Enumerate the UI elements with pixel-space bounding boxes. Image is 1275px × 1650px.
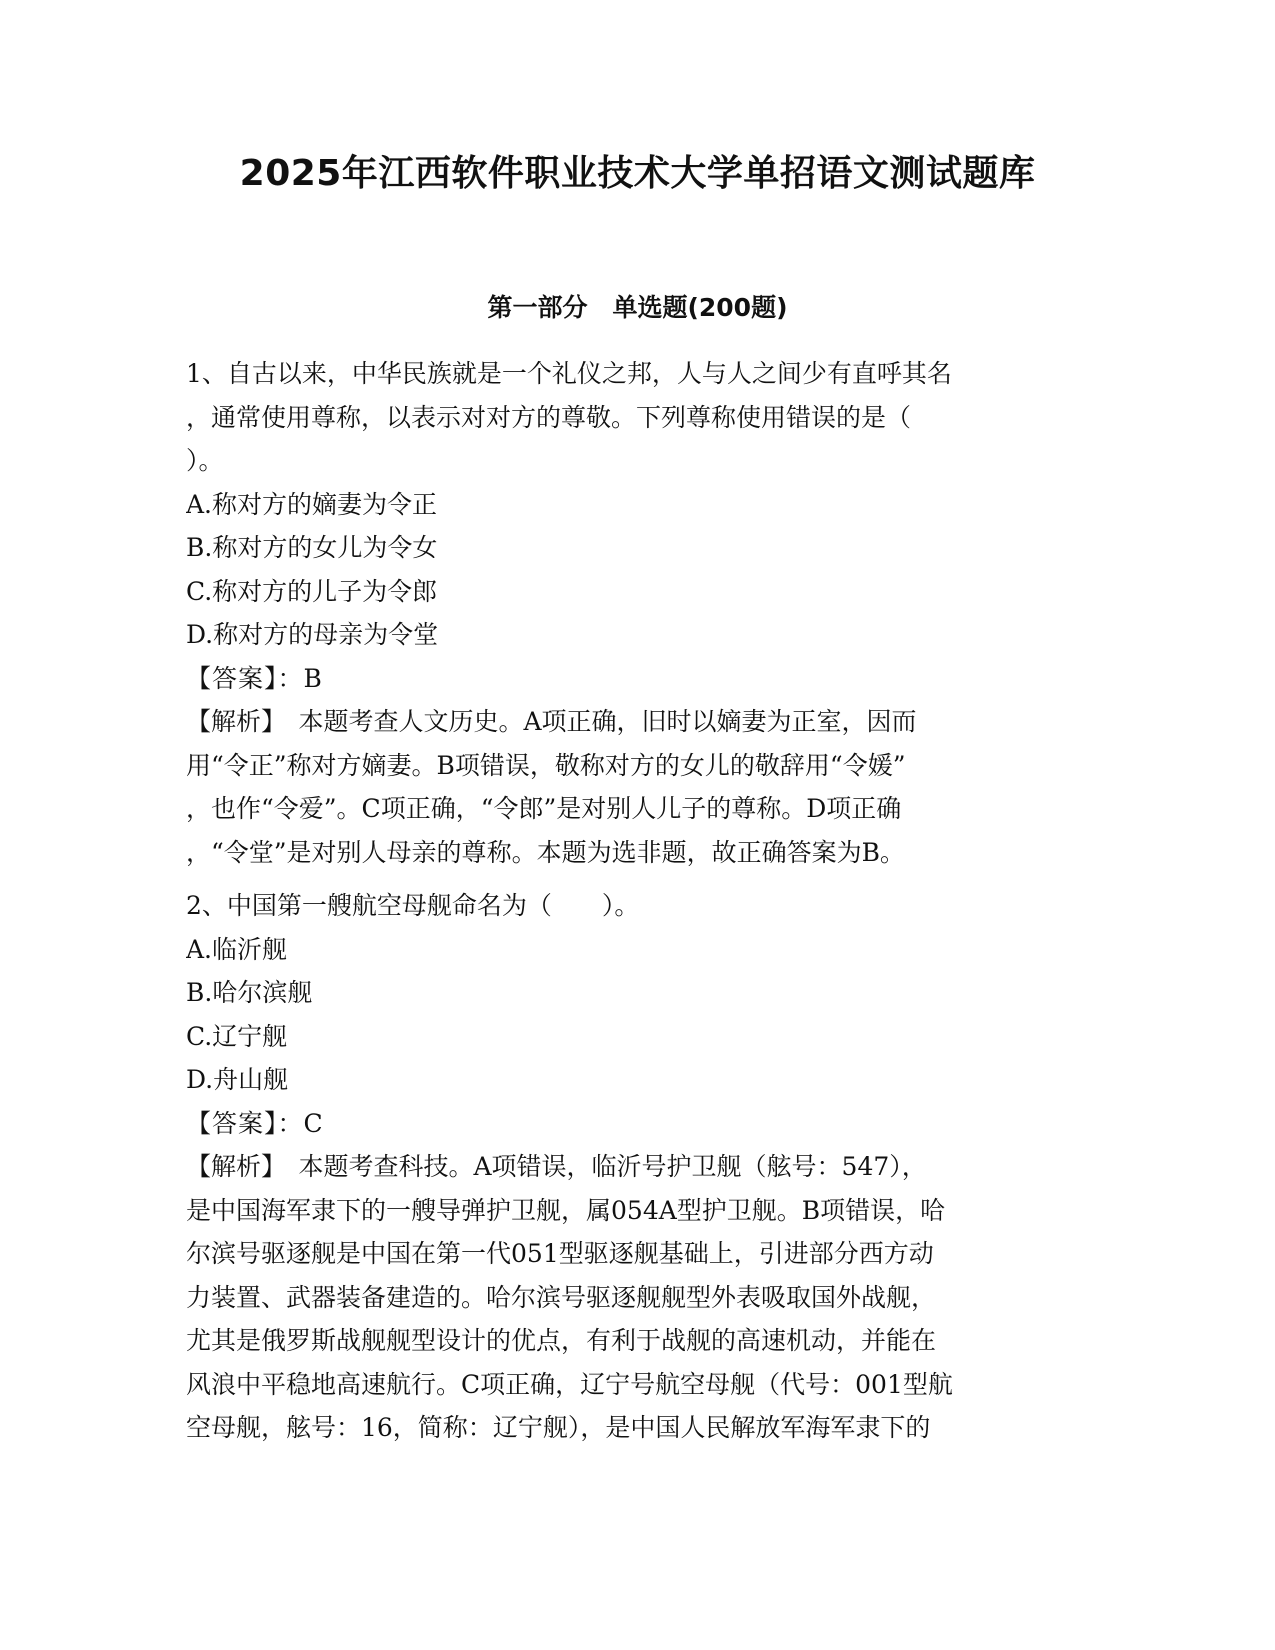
analysis-line: 是中国海军隶下的一艘导弹护卫舰，属054A型护卫舰。B项错误，哈 xyxy=(186,1195,946,1225)
option-c: C.称对方的儿子为令郎 xyxy=(186,576,438,606)
analysis-line: ，也作“令爱”。C项正确，“令郎”是对别人儿子的尊称。D项正确 xyxy=(186,794,902,823)
section-title: 第一部分 单选题(200题) xyxy=(487,293,788,322)
document-title: 2025年江西软件职业技术大学单招语文测试题库 xyxy=(239,153,1036,194)
question-stem-line: 2、中国第一艘航空母舰命名为（ ）。 xyxy=(186,891,640,920)
answer-line: 【答案】：B xyxy=(186,663,323,693)
analysis-line: 【解析】 本题考查人文历史。A项正确，旧时以嫡妻为正室，因而 xyxy=(186,707,917,736)
question-list xyxy=(186,352,1074,1450)
analysis-line: 空母舰，舷号：16，简称：辽宁舰），是中国人民解放军海军隶下的 xyxy=(186,1413,931,1442)
option-b: B.哈尔滨舰 xyxy=(186,978,313,1007)
question-stem-line: ，通常使用尊称，以表示对对方的尊敬。下列尊称使用错误的是（ xyxy=(186,402,912,432)
analysis-line: 风浪中平稳地高速航行。C项正确，辽宁号航空母舰（代号：001型航 xyxy=(186,1369,953,1399)
analysis-line: 【解析】 本题考查科技。A项错误，临沂号护卫舰（舷号：547）， xyxy=(186,1152,927,1181)
option-d: D.舟山舰 xyxy=(186,1065,289,1094)
question-2 xyxy=(186,884,1074,1450)
analysis-line: 力装置、武器装备建造的。哈尔滨号驱逐舰舰型外表吸取国外战舰， xyxy=(186,1282,937,1312)
analysis-line: ，“令堂”是对别人母亲的尊称。本题为选非题，故正确答案为B。 xyxy=(186,837,905,867)
analysis-line: 用“令正”称对方嫡妻。B项错误，敬称对方的女儿的敬辞用“令媛” xyxy=(186,750,906,780)
option-d: D.称对方的母亲为令堂 xyxy=(186,620,439,649)
question-1 xyxy=(186,352,1074,874)
analysis-line: 尤其是俄罗斯战舰舰型设计的优点，有利于战舰的高速机动，并能在 xyxy=(186,1326,937,1355)
option-b: B.称对方的女儿为令女 xyxy=(186,533,438,562)
option-a: A.临沂舰 xyxy=(186,934,288,964)
question-stem-line: 1、自古以来，中华民族就是一个礼仪之邦，人与人之间少有直呼其名 xyxy=(186,359,952,388)
answer-line: 【答案】：C xyxy=(186,1108,324,1138)
analysis-line: 尔滨号驱逐舰是中国在第一代051型驱逐舰基础上，引进部分西方动 xyxy=(186,1239,934,1268)
option-a: A.称对方的嫡妻为令正 xyxy=(186,489,438,519)
option-c: C.辽宁舰 xyxy=(186,1021,288,1051)
question-stem-line: ）。 xyxy=(186,446,224,475)
